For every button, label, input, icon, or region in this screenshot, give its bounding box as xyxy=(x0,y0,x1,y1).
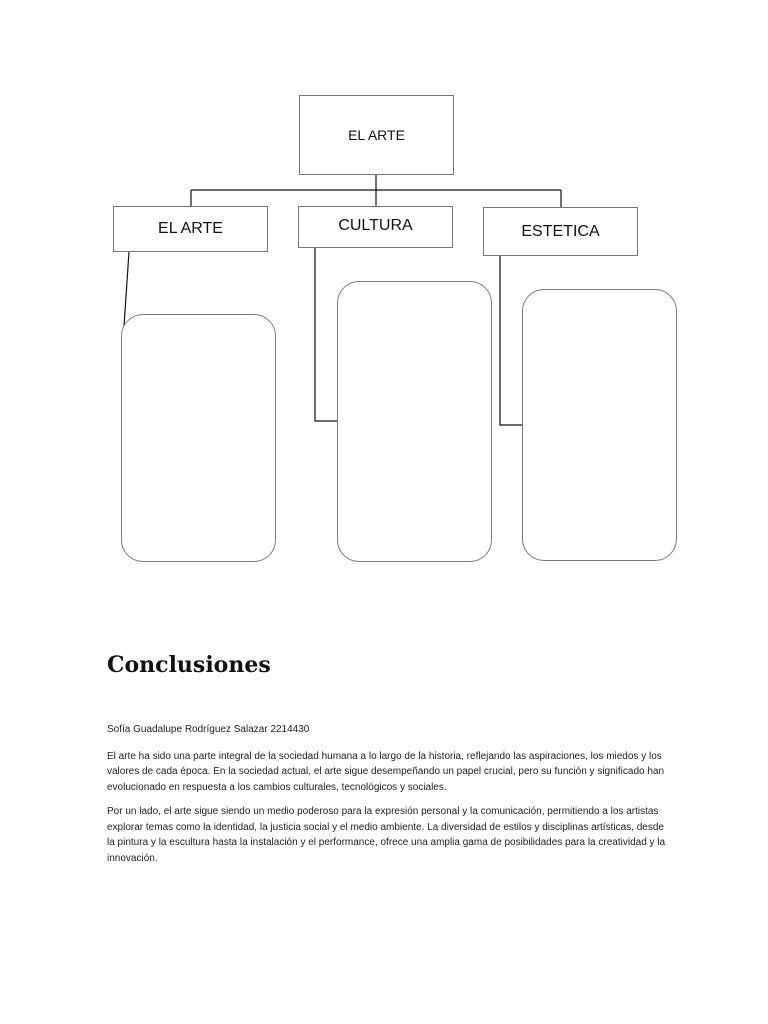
author-line: Sofía Guadalupe Rodríguez Salazar 2214430 xyxy=(107,724,310,735)
root-node-label: EL ARTE xyxy=(348,127,405,143)
empty-content-box-cultura xyxy=(337,281,492,562)
root-node-el-arte xyxy=(299,95,454,175)
conclusions-heading: Conclusiones xyxy=(107,652,271,678)
paragraph: El arte ha sido una parte integral de la sociedad humana a lo largo de la historia, reflejando las aspiraciones, los miedos y los valores de cada época. En la sociedad actual, el arte sigue desempeñando un papel crucial, pero su función y significado han evolucionado en respuesta a los cambios culturales, tecnológicos y sociales. xyxy=(107,750,665,793)
child-node-label: EL ARTE xyxy=(158,220,223,237)
child-node-cultura xyxy=(298,206,453,248)
empty-content-box-el-arte xyxy=(121,314,276,562)
conclusions-body xyxy=(107,722,667,875)
empty-content-box-estetica xyxy=(522,289,677,561)
child-node-label: ESTETICA xyxy=(521,222,600,240)
child-node-el-arte xyxy=(113,206,268,252)
paragraph: Por un lado, el arte sigue siendo un medio poderoso para la expresión personal y la comunicación, permitiendo a los artistas explorar temas como la identidad, la justicia social y el medio ambiente. La diversidad de estilos y disciplinas artísticas, desde la pintura y la escultura hasta la instalación y el performance, ofrece una amplia gama de posibilidades para la creatividad y la innovación. xyxy=(107,806,666,864)
child-node-label: CULTURA xyxy=(338,217,413,234)
child-node-estetica xyxy=(483,207,638,256)
